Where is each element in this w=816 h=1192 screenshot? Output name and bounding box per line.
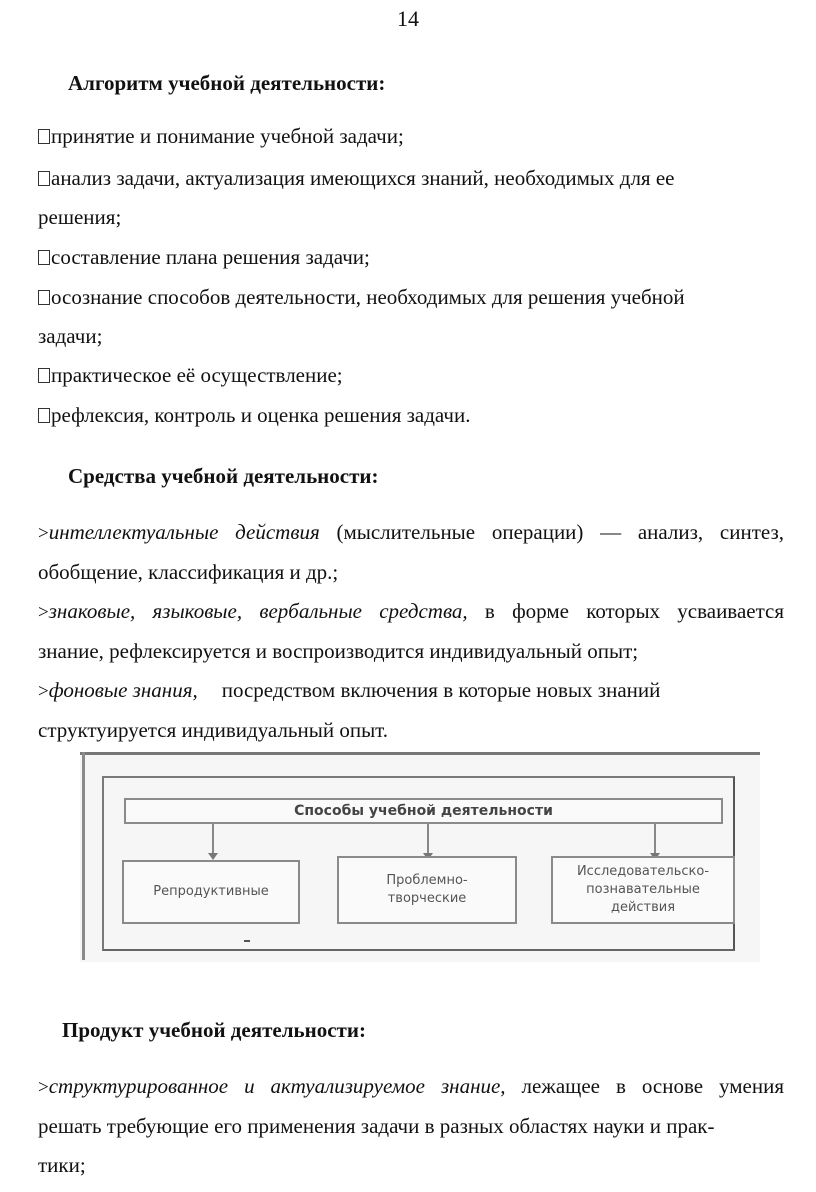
methods-diagram (80, 752, 760, 962)
bullet-icon (38, 408, 50, 423)
product-heading: Продукт учебной деятельности: (62, 1018, 366, 1042)
arrow-marker-icon: > (38, 681, 49, 702)
means-item-cont: обобщение, классификация и др.; (38, 560, 339, 584)
product-item-cont: решать требующие его применения задачи в разных областях науки и прак- (38, 1114, 715, 1138)
algorithm-item: осознание способов деятельности, необходимых для решения учебной (38, 285, 685, 310)
algorithm-item: анализ задачи, актуализация имеющихся знаний, необходимых для ее (38, 166, 674, 191)
algorithm-item-cont: решения; (38, 205, 122, 229)
bullet-icon (38, 368, 50, 383)
diagram-box-research: Исследовательско- познавательные действия (551, 856, 735, 924)
product-item-cont: тики; (38, 1153, 86, 1177)
product-item: >структурированное и актуализируемое знание, лежащее в основе умения (38, 1074, 784, 1098)
diagram-box-reproductive: Репродуктивные (122, 860, 300, 924)
arrow-marker-icon: > (38, 1077, 49, 1098)
bullet-icon (38, 171, 50, 186)
page-number: 14 (397, 6, 419, 31)
algorithm-item: рефлексия, контроль и оценка решения задачи. (38, 403, 470, 428)
algorithm-item: практическое её осуществление; (38, 363, 343, 388)
scan-mark (244, 940, 250, 942)
scan-edge (82, 752, 85, 960)
means-item-cont: структуируется индивидуальный опыт. (38, 718, 389, 742)
bullet-icon (38, 290, 50, 305)
algorithm-heading: Алгоритм учебной деятельности: (68, 71, 386, 95)
means-heading: Средства учебной деятельности: (68, 464, 379, 488)
diagram-box-problem-creative: Проблемно- творческие (337, 856, 517, 924)
arrow-marker-icon: > (38, 523, 49, 544)
algorithm-item: составление плана решения задачи; (38, 245, 370, 270)
means-item: >знаковые, языковые, вербальные средства, в форме которых усваивается (38, 599, 785, 623)
arrow-down-icon (212, 824, 214, 854)
bullet-icon (38, 129, 50, 144)
algorithm-item-cont: задачи; (38, 324, 103, 348)
means-item: >интеллектуальные действия (мыслительные операции) — анализ, синтез, (38, 520, 784, 544)
scan-edge (80, 752, 760, 755)
means-item: >фоновые знания, посредством включения в которые новых знаний (38, 678, 661, 702)
bullet-icon (38, 250, 50, 265)
arrow-down-icon (427, 824, 429, 854)
arrow-marker-icon: > (38, 602, 49, 623)
algorithm-item: принятие и понимание учебной задачи; (38, 124, 404, 149)
diagram-title-box: Способы учебной деятельности (124, 798, 723, 824)
means-item-cont: знание, рефлексируется и воспроизводится индивидуальный опыт; (38, 639, 639, 663)
arrow-down-icon (654, 824, 656, 854)
